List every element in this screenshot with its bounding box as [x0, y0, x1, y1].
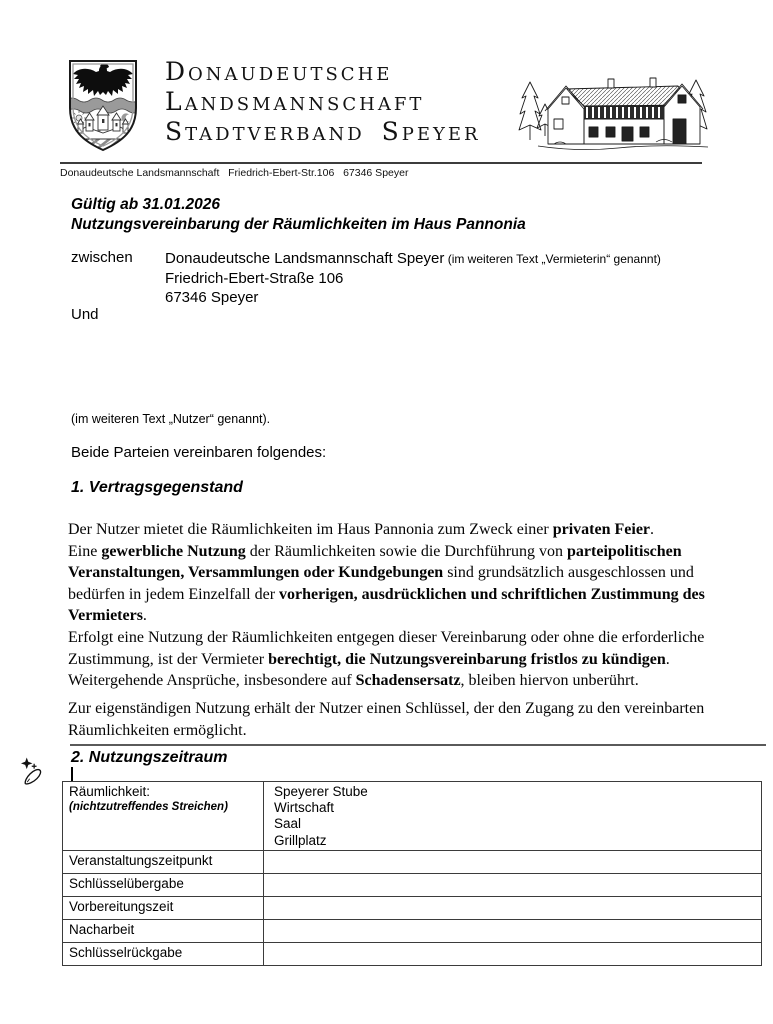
row-label: Räumlichkeit: [69, 784, 151, 799]
row-label-cell[interactable]: Schlüsselübergabe [63, 873, 264, 896]
room-option: Wirtschaft [274, 800, 335, 816]
letterhead-divider [60, 162, 702, 164]
org-title-line3: Stadtverband Speyer [165, 117, 481, 146]
row-value-cell[interactable] [264, 919, 762, 942]
row-label-cell[interactable]: Nacharbeit [63, 919, 264, 942]
section1-paragraph-2: Erfolgt eine Nutzung der Räumlichkeiten entgegen dieser Vereinbarung oder ohne die erforderliche Zustimmung, ist der Vermieter berechtigt, die Nutzungsvereinbarung fristlos zu kündigen. Weitergehende Ansprüche, insbesondere auf Schadensersatz, bleiben hiervon unberührt. [68, 629, 705, 689]
row-value-cell[interactable] [264, 873, 762, 896]
haus-pannonia-sketch [518, 74, 714, 154]
row-label-cell[interactable]: Schlüsselrückgabe [63, 942, 264, 965]
row-sublabel: (nichtzutreffendes Streichen) [69, 801, 228, 814]
room-option: Speyerer Stube [274, 784, 368, 799]
text-caret [71, 767, 73, 782]
row-value-cell[interactable] [264, 896, 762, 919]
row-label-cell[interactable]: Veranstaltungszeitpunkt [63, 850, 264, 873]
landlord-city: 67346 Speyer [165, 289, 259, 307]
org-title-line1: Donaudeutsche [165, 57, 393, 86]
room-option: Grillplatz [274, 832, 327, 848]
section2-divider [70, 744, 766, 746]
row-value-cell[interactable] [264, 782, 762, 851]
section1-paragraph-1: Der Nutzer mietet die Räumlichkeiten im Haus Pannonia zum Zweck einer privaten Feier. Eine gewerbliche Nutzung der Räumlichkeiten sowie die Durchführung von parteipolitischen Veranstaltungen, Versammlungen oder Kundgebungen sind grundsätzlich ausgeschlossen und bedürfen in jedem Einzelfall der vorherigen, ausdrücklichen und schriftlichen Zustimmung des Vermieters. [68, 521, 705, 624]
and-label: Und [71, 306, 99, 323]
between-label: zwischen [71, 249, 133, 266]
agreement-intro: Beide Parteien vereinbaren folgendes: [71, 444, 327, 461]
row-value-cell[interactable] [264, 850, 762, 873]
table-row-schluesseluebergabe [63, 873, 762, 896]
landlord-name: Donaudeutsche Landsmannschaft Speyer [165, 250, 445, 267]
org-title [165, 57, 481, 147]
usage-table [62, 781, 762, 966]
doc-heading [71, 195, 526, 234]
table-row-nacharbeit [63, 919, 762, 942]
sender-address-line: Donaudeutsche Landsmannschaft Friedrich-Ebert-Str.106 67346 Speyer [60, 167, 409, 179]
section1-paragraph-3: Zur eigenständigen Nutzung erhält der Nutzer einen Schlüssel, der den Zugang zu den vereinbarten Räumlichkeiten ermöglicht. [68, 700, 705, 739]
table-row-raeumlichkeit [63, 782, 762, 851]
doc-title: Nutzungsvereinbarung der Räumlichkeiten im Haus Pannonia [71, 215, 526, 233]
valid-from: Gültig ab 31.01.2026 [71, 196, 221, 213]
section2-heading: 2. Nutzungszeitraum [71, 749, 228, 766]
landlord-name-line [165, 249, 661, 269]
landlord-block [165, 249, 661, 308]
landlord-note: (im weiteren Text „Vermieterin“ genannt) [444, 252, 661, 266]
pencil-cursor-icon [20, 757, 45, 786]
section1-heading: 1. Vertragsgegenstand [71, 479, 243, 496]
row-value-cell[interactable] [264, 942, 762, 965]
landlord-street: Friedrich-Ebert-Straße 106 [165, 270, 344, 288]
room-option: Saal [274, 816, 302, 832]
row-label-cell[interactable]: Vorbereitungszeit [63, 896, 264, 919]
coat-of-arms-icon [66, 58, 140, 153]
table-row-vorbereitungszeit [63, 896, 762, 919]
row-label-cell[interactable] [63, 782, 264, 851]
user-note: (im weiteren Text „Nutzer“ genannt). [71, 412, 271, 426]
table-row-veranstaltungszeitpunkt [63, 850, 762, 873]
table-row-schluesselrueckgabe [63, 942, 762, 965]
org-title-line2: Landsmannschaft [165, 87, 425, 116]
